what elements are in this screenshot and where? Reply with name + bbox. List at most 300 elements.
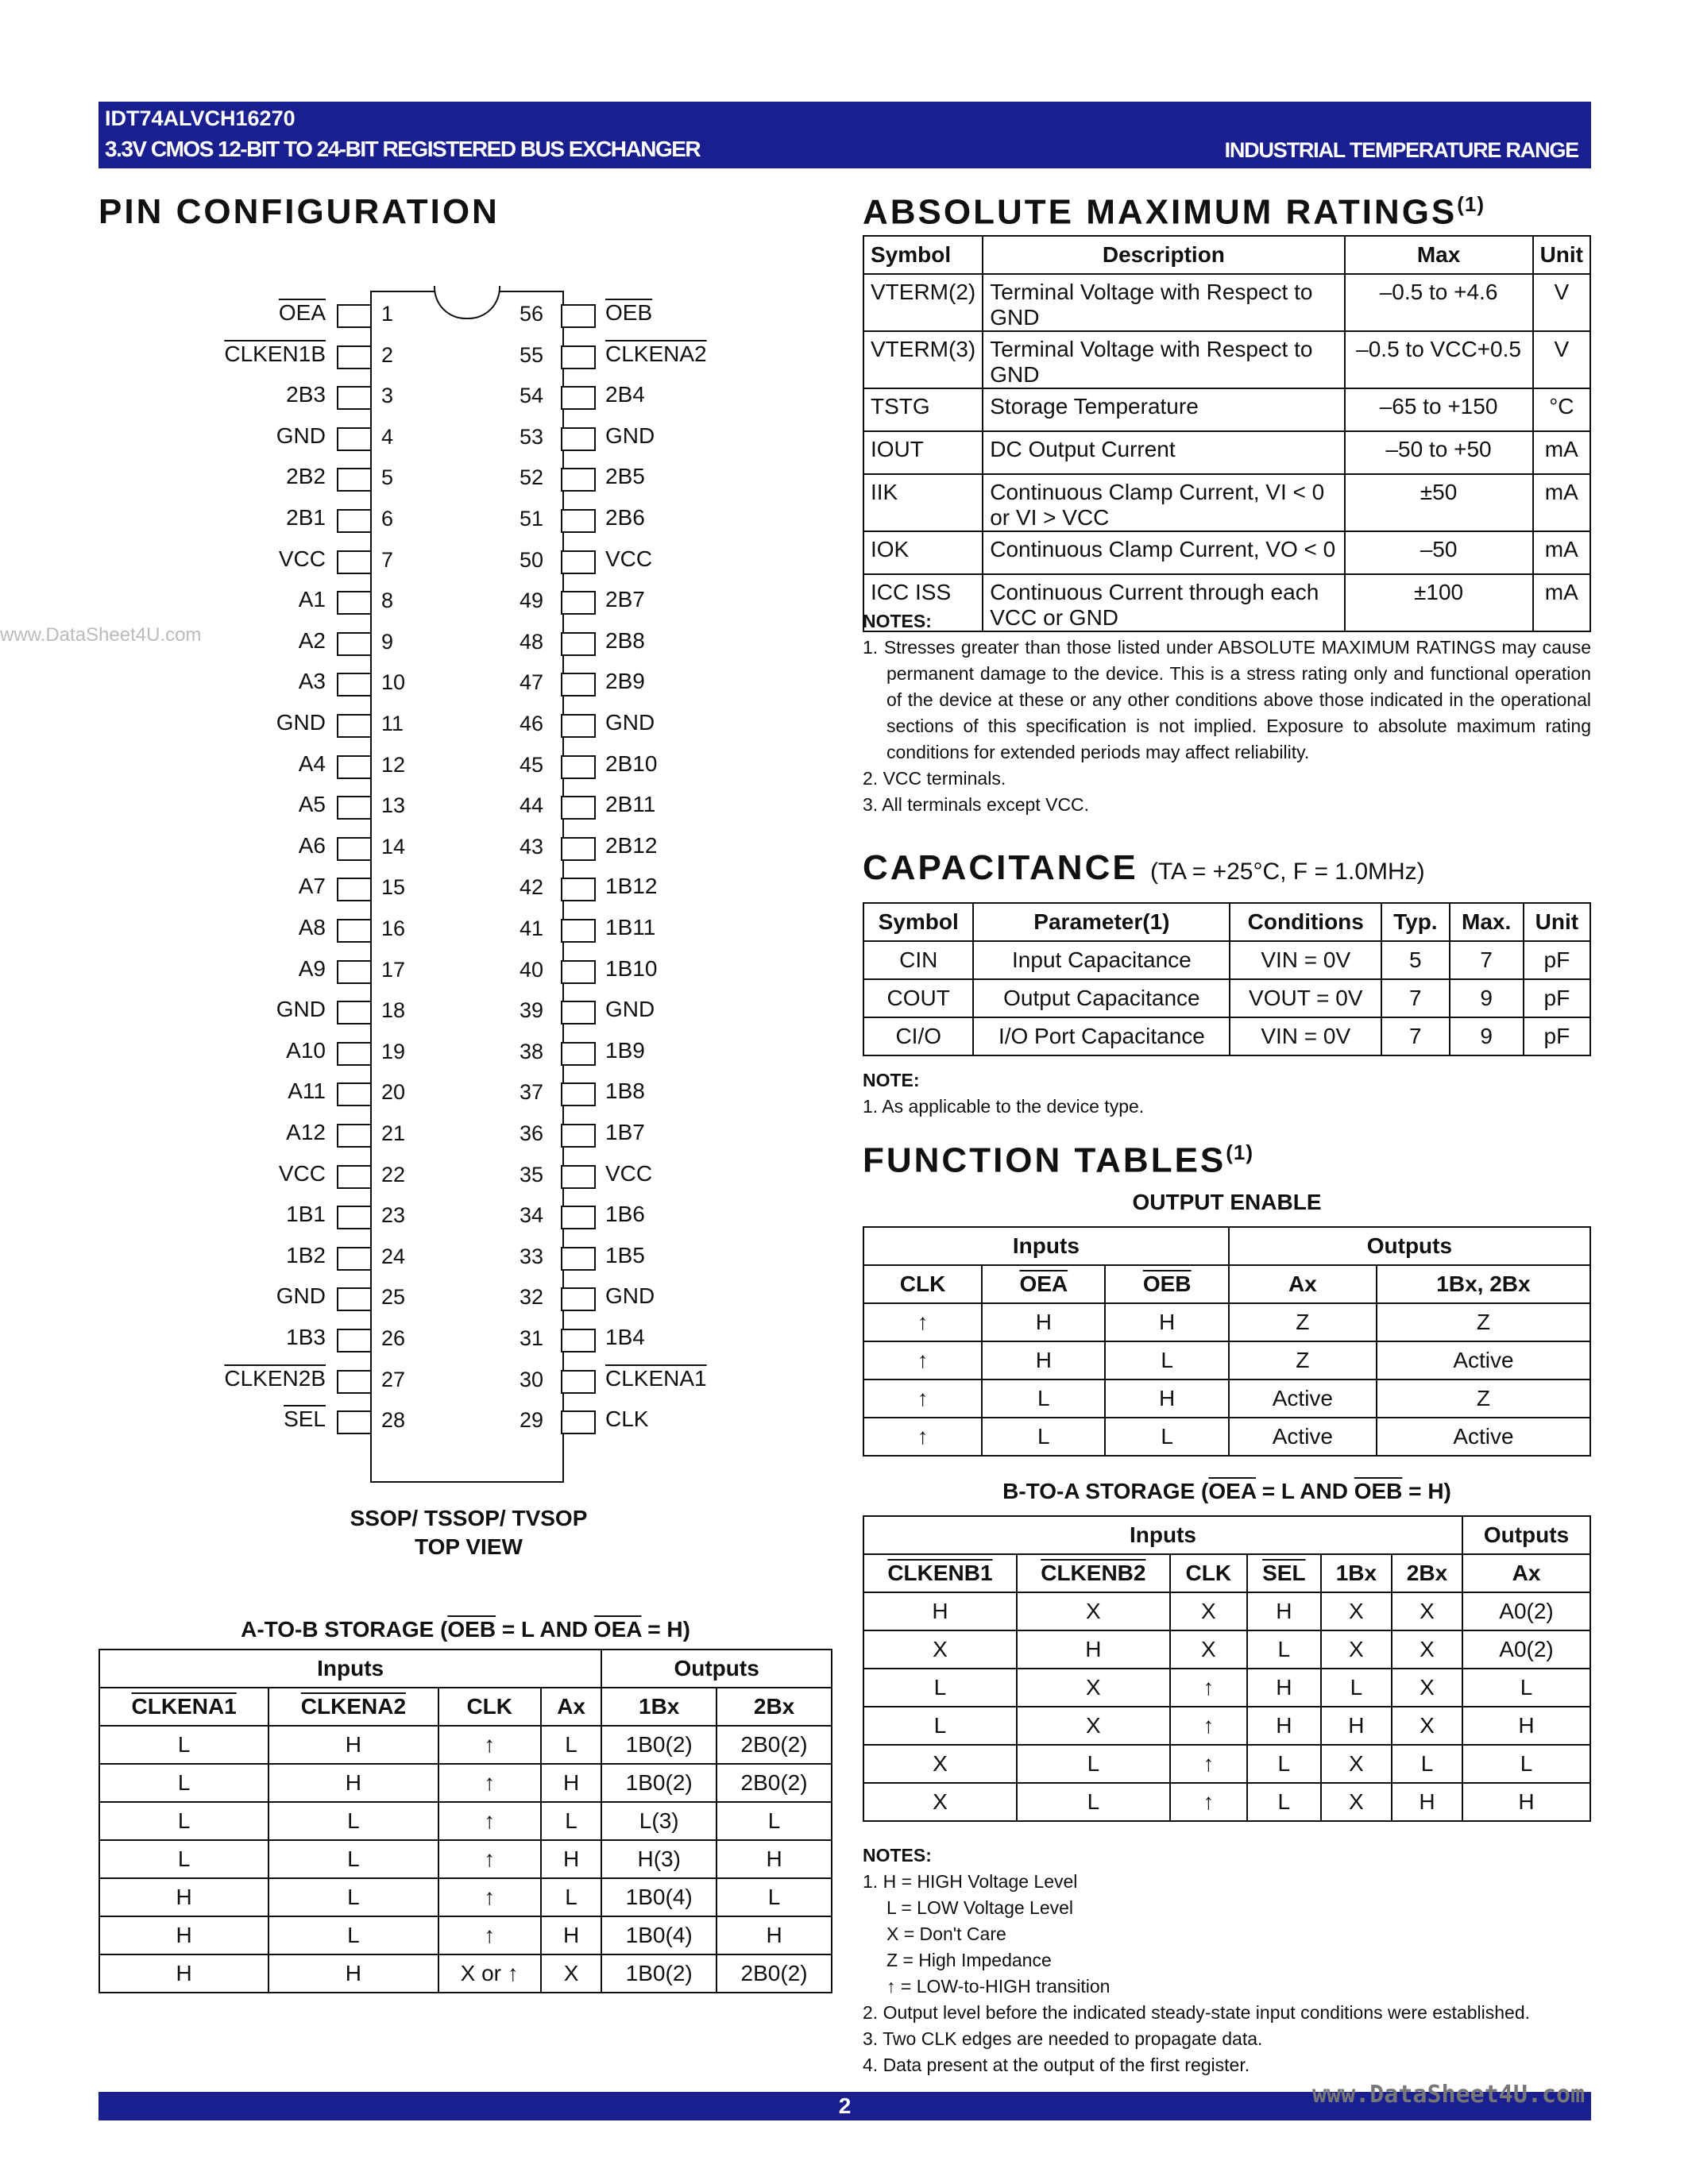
table-row (863, 941, 1590, 979)
pin-label: A1 (298, 587, 326, 612)
pin-stub (337, 427, 372, 451)
pin-stub (561, 837, 596, 861)
document-description: 3.3V CMOS 12-BIT TO 24-BIT REGISTERED BUS EXCHANGER (105, 137, 701, 161)
pin-stub (337, 714, 372, 738)
fn-note-1b: L = LOW Voltage Level (886, 1897, 1074, 1918)
table-cell: 1B0(2) (601, 1726, 717, 1764)
table-cell: ↑ (863, 1303, 982, 1341)
pin-number: 25 (381, 1285, 406, 1310)
table-cell: –0.5 to +4.6 (1345, 274, 1533, 331)
pin-label: 1B7 (605, 1120, 645, 1144)
table-cell: Active (1229, 1418, 1377, 1456)
pin-number: 21 (381, 1121, 406, 1145)
pin-label: A5 (298, 792, 326, 817)
table-cell: IOK (863, 531, 983, 574)
table-row (863, 1630, 1590, 1669)
capacitance-conditions: (TA = +25°C, F = 1.0MHz) (1149, 859, 1425, 885)
pin-label: 1B8 (605, 1078, 645, 1104)
table-cell: 9 (1450, 1017, 1524, 1055)
pin-stub (561, 1410, 596, 1434)
table-cell: X (1321, 1745, 1392, 1783)
column-header: Unit (1524, 903, 1590, 941)
pin-stub (337, 386, 372, 410)
pin-number: 12 (381, 752, 406, 777)
pin-number: 7 (381, 547, 394, 572)
pin-stub (561, 591, 596, 615)
table-cell: mA (1533, 574, 1590, 631)
table-cell: °C (1533, 388, 1590, 431)
pin-number: 18 (381, 998, 406, 1023)
table-row (863, 1783, 1590, 1821)
table-row (863, 979, 1590, 1017)
pin-stub (337, 878, 372, 901)
table-row (863, 1745, 1590, 1783)
pin-label: 2B10 (605, 751, 658, 776)
pin-label: 2B6 (605, 505, 645, 530)
table-cell: H (1105, 1379, 1228, 1418)
btoa-table (863, 1515, 1591, 1822)
table-cell: ↑ (863, 1418, 982, 1456)
pin-number: 45 (520, 752, 544, 777)
pin-label: GND (276, 1283, 326, 1309)
pin-label: A10 (286, 1037, 326, 1063)
column-header: CLKENA2 (268, 1688, 438, 1726)
table-cell: X (1392, 1630, 1462, 1669)
table-cell: Output Capacitance (973, 979, 1230, 1017)
pin-number: 28 (381, 1408, 406, 1433)
function-tables-title: FUNCTION TABLES$^{(1)}$ (863, 1140, 1254, 1180)
table-cell: L (1017, 1745, 1170, 1783)
column-header: Max. (1450, 903, 1524, 941)
pin-stub (337, 960, 372, 984)
table-cell: L (863, 1669, 1017, 1707)
pin-label: 1B5 (605, 1242, 645, 1268)
pin-number: 10 (381, 670, 406, 695)
table-row (99, 1954, 832, 1993)
table-cell: Active (1377, 1418, 1590, 1456)
table-cell: ↑ (1170, 1745, 1247, 1783)
pin-stub (337, 1410, 372, 1434)
table-cell: ↑ (1170, 1707, 1247, 1745)
table-cell: L (1462, 1669, 1590, 1707)
pin-number: 51 (520, 507, 544, 531)
pin-stub (561, 1206, 596, 1229)
pin-number: 17 (381, 957, 406, 982)
column-header: Conditions (1230, 903, 1381, 941)
atob-outputs-header: Outputs (601, 1650, 832, 1688)
table-cell: X (1392, 1669, 1462, 1707)
table-row (863, 1669, 1590, 1707)
table-row (863, 274, 1590, 331)
pin-stub (561, 919, 596, 943)
fn-note-4: 4. Data present at the output of the first register. (863, 2055, 1250, 2075)
table-cell: ↑ (863, 1341, 982, 1379)
abs-max-notes (863, 608, 1591, 818)
table-cell: L (863, 1707, 1017, 1745)
output-enable-caption: OUTPUT ENABLE (1132, 1190, 1322, 1214)
table-cell: Terminal Voltage with Respect to GND (983, 274, 1344, 331)
table-cell: 7 (1381, 979, 1449, 1017)
oe-inputs-header: Inputs (863, 1227, 1229, 1265)
table-cell: X (541, 1954, 601, 1993)
pin-number: 1 (381, 302, 394, 326)
pin-stub (337, 509, 372, 533)
pin-label: VCC (605, 546, 653, 571)
table-cell: 2B0(2) (717, 1954, 832, 1993)
table-cell: L (717, 1878, 832, 1916)
table-cell: L (268, 1916, 438, 1954)
pin-number: 3 (381, 384, 394, 408)
pin-number: 23 (381, 1203, 406, 1228)
pin-label: CLKENA1 (605, 1365, 707, 1391)
table-cell: Continuous Current through each VCC or GND (983, 574, 1344, 631)
column-header: Ax (1229, 1265, 1377, 1303)
table-cell: CI/O (863, 1017, 973, 1055)
column-header: CLKENB1 (863, 1554, 1017, 1592)
table-cell: ↑ (438, 1916, 541, 1954)
pin-config-title: PIN CONFIGURATION (98, 192, 500, 231)
pin-number: 8 (381, 588, 394, 613)
output-enable-table (863, 1226, 1591, 1457)
pin-label: 1B12 (605, 874, 658, 899)
table-row (863, 474, 1590, 531)
pin-label: $\overline{OEB}$ (605, 300, 653, 325)
pin-label: VCC (605, 1160, 653, 1186)
atob-table (98, 1649, 832, 1993)
pin-number: 56 (520, 302, 544, 326)
pin-label: 2B12 (605, 832, 658, 858)
table-cell: X (1321, 1783, 1392, 1821)
table-cell: H (1462, 1707, 1590, 1745)
abs-col-description: Description (983, 236, 1344, 274)
table-row (863, 331, 1590, 388)
pin-number: 35 (520, 1162, 544, 1187)
table-row (99, 1726, 832, 1764)
table-cell: VIN = 0V (1230, 941, 1381, 979)
table-cell: ↑ (438, 1764, 541, 1802)
abs-col-unit: Unit (1533, 236, 1590, 274)
pin-stub (337, 1042, 372, 1066)
table-cell: pF (1524, 941, 1590, 979)
table-row (863, 1379, 1590, 1418)
table-cell: 7 (1450, 941, 1524, 979)
capacitance-notes (863, 1067, 1591, 1120)
abs-col-max: Max (1345, 236, 1533, 274)
column-header: 2Bx (717, 1688, 832, 1726)
cap-note-title: NOTE: (863, 1070, 920, 1090)
pin-stub (337, 1370, 372, 1394)
table-cell: L (1247, 1783, 1321, 1821)
pin-label: 2B4 (605, 382, 645, 407)
pin-number: 27 (381, 1367, 406, 1391)
column-header: 1Bx (601, 1688, 717, 1726)
pin-label: 1B6 (605, 1202, 645, 1227)
table-row (863, 1592, 1590, 1630)
abs-note-3: 3. All terminals except VCC. (863, 794, 1090, 815)
pin-stub (561, 468, 596, 492)
pin-stub (561, 878, 596, 901)
table-cell: X (1321, 1630, 1392, 1669)
pin-number: 44 (520, 793, 544, 818)
column-header: CLKENB2 (1017, 1554, 1170, 1592)
pin-stub (337, 591, 372, 615)
fn-notes-title: NOTES: (863, 1845, 932, 1866)
column-header: Ax (541, 1688, 601, 1726)
header-band (98, 102, 1591, 168)
pin-label: A9 (298, 955, 326, 981)
table-cell: mA (1533, 431, 1590, 474)
pin-stub (337, 1287, 372, 1311)
pin-number: 39 (520, 998, 544, 1023)
table-cell: 9 (1450, 979, 1524, 1017)
pin-stub (561, 1124, 596, 1148)
pin-number: 20 (381, 1080, 406, 1105)
column-header: $\overline{OEB}$ (1105, 1265, 1228, 1303)
table-cell: L (99, 1726, 268, 1764)
table-cell: A0(2) (1462, 1630, 1590, 1669)
table-cell: H (541, 1840, 601, 1878)
pin-stub (561, 304, 596, 328)
pin-number: 52 (520, 465, 544, 490)
table-cell: 1B0(4) (601, 1878, 717, 1916)
table-cell: 2B0(2) (717, 1764, 832, 1802)
table-cell: CIN (863, 941, 973, 979)
pin-label: GND (605, 1283, 655, 1309)
pin-stub (561, 1370, 596, 1394)
column-header: CLK (863, 1265, 982, 1303)
pin-number: 13 (381, 793, 406, 818)
pin-stub (561, 755, 596, 779)
pin-number: 24 (381, 1244, 406, 1268)
table-cell: H (1105, 1303, 1228, 1341)
table-cell: –65 to +150 (1345, 388, 1533, 431)
table-cell: TSTG (863, 388, 983, 431)
table-cell: pF (1524, 979, 1590, 1017)
table-row (863, 1418, 1590, 1456)
table-row (99, 1840, 832, 1878)
table-cell: L (1392, 1745, 1462, 1783)
table-cell: VIN = 0V (1230, 1017, 1381, 1055)
pin-stub (561, 960, 596, 984)
table-cell: L (982, 1379, 1105, 1418)
pin-label: $\overline{OEA}$ (278, 300, 326, 325)
column-header: Typ. (1381, 903, 1449, 941)
capacitance-title: CAPACITANCE (TA = +25°C, F = 1.0MHz) (863, 848, 1425, 887)
part-number: IDT74ALVCH16270 (105, 106, 295, 130)
pin-stub (561, 550, 596, 574)
pin-number: 43 (520, 834, 544, 859)
pin-stub (337, 673, 372, 696)
pin-stub (561, 796, 596, 820)
pin-number: 11 (381, 712, 404, 735)
pin-stub (337, 837, 372, 861)
pin-label: $\overline{SEL}$ (284, 1406, 326, 1432)
table-row (863, 1707, 1590, 1745)
pin-stub (561, 1001, 596, 1024)
pin-label: 2B11 (605, 792, 656, 817)
watermark-right: www.DataSheet4U.com (1312, 2081, 1586, 2109)
table-row (99, 1916, 832, 1954)
atob-inputs-header: Inputs (99, 1650, 601, 1688)
pin-label: 2B5 (605, 464, 645, 489)
table-cell: H (268, 1954, 438, 1993)
table-cell: L (268, 1802, 438, 1840)
pin-number: 4 (381, 424, 394, 449)
table-cell: mA (1533, 474, 1590, 531)
table-cell: X (1392, 1592, 1462, 1630)
pin-stub (561, 1165, 596, 1189)
pin-number: 46 (520, 712, 544, 735)
table-cell: –50 (1345, 531, 1533, 574)
abs-note-1: 1. Stresses greater than those listed under ABSOLUTE MAXIMUM RATINGS may cause permanent damage to the device. This is a stress rating only and functional operation of the device at these or any other conditions above those indicated in the operational sections of this specification is not implied. Exposure to absolute maximum rating conditions for extended periods may affect reliability. (863, 637, 1591, 762)
column-header: Parameter(1) (973, 903, 1230, 941)
table-cell: ↑ (863, 1379, 982, 1418)
table-cell: X (1170, 1630, 1247, 1669)
fn-note-1c: X = Don't Care (886, 1924, 1006, 1944)
pin-label: CLKENA2 (605, 341, 707, 366)
table-cell: L (541, 1878, 601, 1916)
pin-label: 1B4 (605, 1325, 645, 1349)
table-cell: L (541, 1802, 601, 1840)
table-cell: 1B0(2) (601, 1954, 717, 1993)
abs-max-table (863, 235, 1591, 632)
table-row (863, 1017, 1590, 1055)
table-cell: Active (1229, 1379, 1377, 1418)
table-cell: ↑ (438, 1802, 541, 1840)
table-cell: VTERM(2) (863, 274, 983, 331)
table-cell: H (1321, 1707, 1392, 1745)
pin-label: A2 (298, 627, 326, 653)
pin-stub (337, 1247, 372, 1271)
table-cell: L (99, 1764, 268, 1802)
pin-stub (337, 1001, 372, 1024)
table-cell: L (1247, 1630, 1321, 1669)
table-row (863, 531, 1590, 574)
pin-label: GND (276, 710, 326, 735)
pin-stub (561, 386, 596, 410)
pin-number: 41 (520, 916, 544, 940)
fn-note-3: 3. Two CLK edges are needed to propagate data. (863, 2028, 1263, 2049)
table-cell: H (1017, 1630, 1170, 1669)
pin-label: 1B3 (286, 1325, 326, 1349)
table-cell: 2B0(2) (717, 1726, 832, 1764)
pin-stub (337, 304, 372, 328)
fn-note-1d: Z = High Impedance (886, 1950, 1052, 1970)
table-cell: X (1170, 1592, 1247, 1630)
table-cell: H (717, 1916, 832, 1954)
pin-label: 1B9 (605, 1037, 645, 1063)
pin-label: CLKEN1B (224, 341, 326, 366)
table-cell: Terminal Voltage with Respect to GND (983, 331, 1344, 388)
table-cell: L (1462, 1745, 1590, 1783)
table-cell: Continuous Clamp Current, VO < 0 (983, 531, 1344, 574)
table-cell: ↑ (438, 1878, 541, 1916)
table-cell: L (541, 1726, 601, 1764)
table-cell: I/O Port Capacitance (973, 1017, 1230, 1055)
column-header: CLK (1170, 1554, 1247, 1592)
pin-stub (337, 755, 372, 779)
table-cell: Z (1377, 1379, 1590, 1418)
table-cell: VOUT = 0V (1230, 979, 1381, 1017)
pin-stub (561, 1287, 596, 1311)
pin-label: A11 (288, 1078, 326, 1104)
watermark-left: www.DataSheet4U.com (0, 624, 202, 646)
pin-number: 2 (381, 342, 394, 367)
table-cell: L (717, 1802, 832, 1840)
table-cell: Z (1229, 1303, 1377, 1341)
pin-stub (561, 632, 596, 656)
pin-number: 54 (520, 384, 544, 408)
pin-stub (337, 1329, 372, 1352)
table-row (863, 1303, 1590, 1341)
pin-stub (561, 1247, 596, 1271)
table-cell: X (1392, 1707, 1462, 1745)
table-cell: Active (1377, 1341, 1590, 1379)
table-cell: –50 to +50 (1345, 431, 1533, 474)
table-cell: V (1533, 274, 1590, 331)
cap-note-1: 1. As applicable to the device type. (863, 1096, 1145, 1117)
pin-number: 9 (381, 629, 394, 654)
btoa-outputs-header: Outputs (1462, 1516, 1590, 1554)
table-cell: V (1533, 331, 1590, 388)
table-cell: Input Capacitance (973, 941, 1230, 979)
pin-number: 34 (520, 1203, 544, 1228)
pin-number: 42 (520, 875, 544, 900)
column-header: Ax (1462, 1554, 1590, 1592)
table-cell: Z (1229, 1341, 1377, 1379)
table-cell: H (268, 1726, 438, 1764)
table-cell: L(3) (601, 1802, 717, 1840)
table-cell: H (1247, 1707, 1321, 1745)
table-cell: H (717, 1840, 832, 1878)
function-notes (863, 1843, 1591, 2078)
table-cell: L (982, 1418, 1105, 1456)
pin-stub (561, 345, 596, 369)
pin-label: 1B1 (286, 1202, 326, 1227)
column-header: CLKENA1 (99, 1688, 268, 1726)
pin-number: 29 (520, 1408, 544, 1433)
abs-col-symbol: Symbol (863, 236, 983, 274)
pin-stub (561, 1329, 596, 1352)
fn-note-1e: ↑ = LOW-to-HIGH transition (886, 1976, 1111, 1997)
table-row (863, 431, 1590, 474)
table-cell: ±100 (1345, 574, 1533, 631)
fn-note-1: 1. H = HIGH Voltage Level (863, 1871, 1078, 1892)
pin-label: GND (605, 710, 655, 735)
table-cell: L (1247, 1745, 1321, 1783)
pin-stub (337, 468, 372, 492)
table-cell: X (1017, 1669, 1170, 1707)
table-cell: H (1247, 1592, 1321, 1630)
table-cell: ↑ (438, 1840, 541, 1878)
package-type: SSOP/ TSSOP/ TVSOP (350, 1506, 588, 1530)
fn-note-2: 2. Output level before the indicated steady-state input conditions were established. (863, 2002, 1531, 2023)
table-cell: H (99, 1878, 268, 1916)
table-cell: X (863, 1630, 1017, 1669)
pin-label: GND (605, 997, 655, 1022)
table-cell: L (99, 1802, 268, 1840)
table-cell: L (268, 1878, 438, 1916)
table-cell: H(3) (601, 1840, 717, 1878)
column-header: 1Bx, 2Bx (1377, 1265, 1590, 1303)
pin-label: 2B2 (286, 464, 326, 489)
table-cell: Continuous Clamp Current, VI < 0 or VI > VCC (983, 474, 1344, 531)
pin-label: 2B8 (605, 627, 645, 653)
table-cell: VTERM(3) (863, 331, 983, 388)
pin-number: 32 (520, 1285, 544, 1310)
pin-number: 36 (520, 1121, 544, 1145)
table-cell: L (1017, 1783, 1170, 1821)
